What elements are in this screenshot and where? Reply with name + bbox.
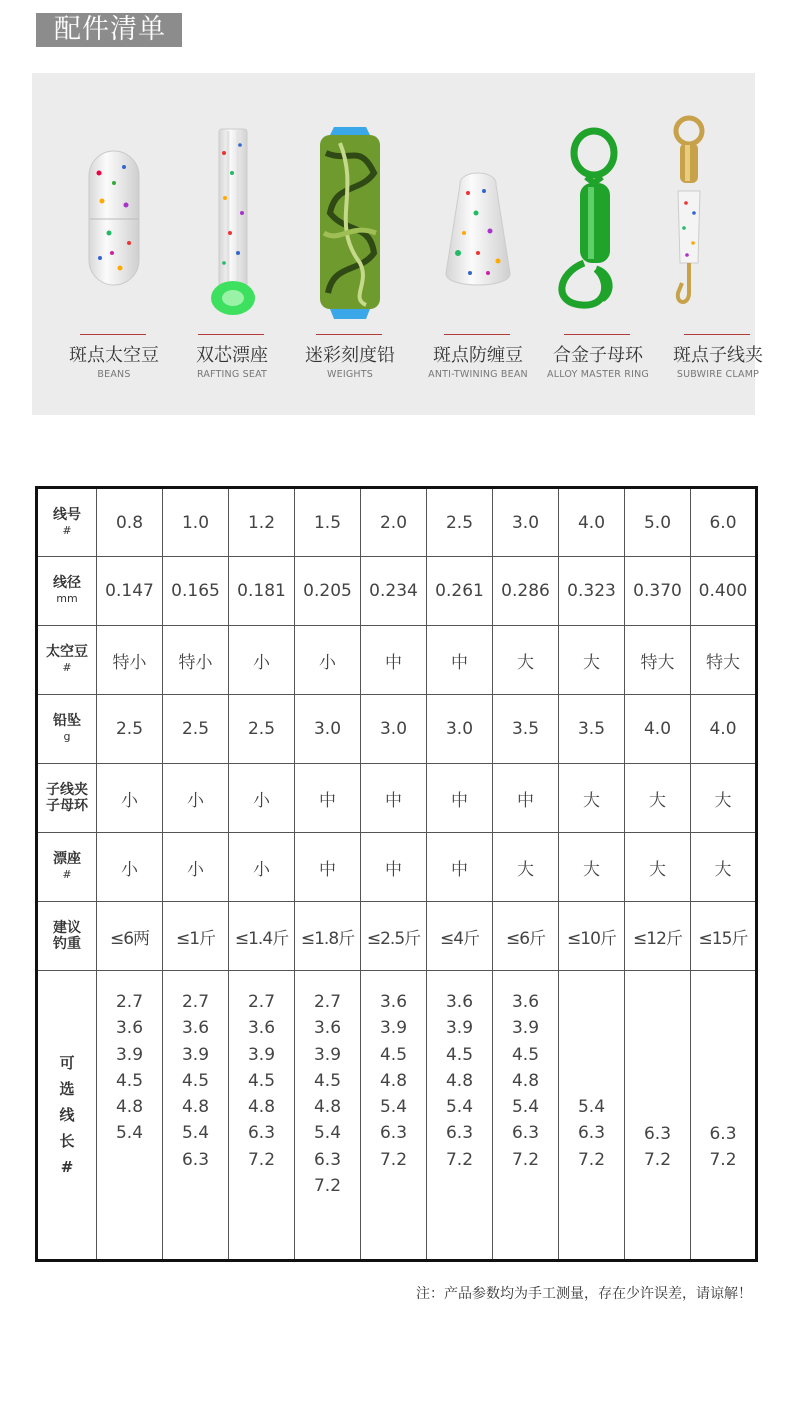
row-header-label: 钓重: [53, 936, 81, 952]
length-value: 7.2: [247, 1149, 276, 1170]
length-value: 2.7: [181, 992, 210, 1012]
length-value: 5.4: [445, 1097, 474, 1118]
length-cell: [361, 971, 427, 1261]
table-cell: 中: [361, 764, 427, 833]
length-value: 2.7: [313, 992, 342, 1012]
table-row: [37, 833, 757, 902]
row-header-label: 漂座: [53, 851, 81, 867]
length-value: 5.4: [379, 1097, 408, 1118]
row-header-unit: #: [62, 523, 72, 537]
length-value: 4.5: [445, 1044, 474, 1065]
accent-line: [198, 334, 264, 335]
table-cell: 大: [559, 833, 625, 902]
table-cell: 中: [295, 833, 361, 902]
row-header-unit: mm: [56, 592, 78, 605]
row-header: [37, 902, 97, 971]
accent-line: [684, 334, 750, 335]
length-value: 6.3: [379, 1123, 408, 1144]
table-cell: ≤6两: [97, 902, 163, 971]
product-name: 斑点防缠豆: [433, 345, 523, 366]
length-value: 4.5: [511, 1044, 540, 1065]
length-value: 6.3: [445, 1123, 474, 1144]
table-cell: 小: [163, 764, 229, 833]
row-header-char: 长: [59, 1132, 75, 1150]
product-rafting-seat: [172, 73, 292, 415]
length-cell: [493, 971, 559, 1261]
table-cell: 中: [427, 764, 493, 833]
table-cell: 小: [97, 764, 163, 833]
length-value: 3.9: [181, 1044, 210, 1065]
length-cell: [691, 971, 757, 1261]
table-cell: 中: [361, 626, 427, 695]
table-cell: 6.0: [691, 488, 757, 557]
length-value: 3.6: [511, 992, 540, 1012]
table-cell: ≤15斤: [691, 902, 757, 971]
table-cell: 小: [97, 833, 163, 902]
accent-line: [444, 334, 510, 335]
row-header-unit: g: [63, 730, 71, 743]
length-cell: [625, 971, 691, 1261]
product-weights: [290, 73, 410, 415]
table-cell: 大: [493, 833, 559, 902]
length-value: 3.9: [511, 1018, 540, 1039]
length-value: 6.3: [313, 1149, 342, 1170]
table-row: [37, 488, 757, 557]
row-header: [37, 488, 97, 557]
length-value: 3.9: [379, 1018, 408, 1039]
length-value: 3.6: [313, 1018, 342, 1039]
table-cell: 特大: [691, 626, 757, 695]
table-row: [37, 902, 757, 971]
table-cell: 0.165: [163, 557, 229, 626]
table-cell: 中: [295, 764, 361, 833]
product-name-en: BEANS: [97, 369, 131, 380]
length-value: 7.2: [577, 1149, 606, 1170]
table-cell: 大: [559, 626, 625, 695]
length-value: 7.2: [511, 1149, 540, 1170]
row-header-label: 建议: [53, 920, 81, 936]
length-value: 6.3: [577, 1123, 606, 1144]
table-cell: 小: [163, 833, 229, 902]
table-cell: 大: [691, 764, 757, 833]
table-cell: ≤2.5斤: [361, 902, 427, 971]
length-value: 4.8: [379, 1070, 408, 1091]
length-cell: [295, 971, 361, 1261]
table-cell: 0.181: [229, 557, 295, 626]
table-cell: 0.261: [427, 557, 493, 626]
spec-table: [35, 486, 758, 1262]
length-value: 3.6: [115, 1018, 144, 1039]
weights-icon: [290, 113, 410, 343]
row-header: [37, 971, 97, 1261]
accent-line: [80, 334, 146, 335]
length-cell: [559, 971, 625, 1261]
row-header-unit: #: [62, 868, 72, 881]
row-header-label: 线径: [53, 575, 81, 591]
length-value: 4.8: [313, 1097, 342, 1118]
table-cell: 2.5: [229, 695, 295, 764]
table-cell: 0.8: [97, 488, 163, 557]
table-row: [37, 557, 757, 626]
table-cell: ≤1.8斤: [295, 902, 361, 971]
row-header-unit: #: [62, 661, 72, 674]
product-panel: [32, 73, 763, 415]
table-cell: 大: [691, 833, 757, 902]
length-value: 4.5: [181, 1070, 210, 1091]
product-name: 迷彩刻度铅: [305, 345, 395, 366]
table-cell: 0.234: [361, 557, 427, 626]
length-value: 5.4: [181, 1123, 210, 1144]
table-cell: 2.0: [361, 488, 427, 557]
length-value: 5.4: [313, 1123, 342, 1144]
row-header: [37, 695, 97, 764]
product-name: 双芯漂座: [196, 345, 268, 366]
length-value: 4.8: [181, 1097, 210, 1118]
product-name: 斑点子线夹: [673, 345, 763, 366]
length-value: 3.9: [247, 1044, 276, 1065]
length-value: 7.2: [379, 1149, 408, 1170]
row-header-label: 线号: [53, 506, 81, 523]
length-value: 3.9: [445, 1018, 474, 1039]
table-cell: 0.400: [691, 557, 757, 626]
row-header: [37, 626, 97, 695]
product-beans: [54, 73, 174, 415]
length-value: 6.3: [247, 1123, 276, 1144]
row-header-char: 可: [59, 1054, 75, 1072]
table-cell: ≤4斤: [427, 902, 493, 971]
length-value: 2.7: [247, 992, 276, 1012]
table-cell: 小: [295, 626, 361, 695]
anti-twining-bean-icon: [418, 113, 538, 343]
row-header: [37, 764, 97, 833]
length-cell: [163, 971, 229, 1261]
product-name-en: RAFTING SEAT: [196, 369, 268, 380]
length-value: 4.5: [115, 1070, 144, 1091]
length-value: 4.8: [511, 1070, 540, 1091]
row-header-label: 子线夹: [46, 782, 88, 798]
length-value: 4.8: [247, 1097, 276, 1118]
footnote: 注：产品参数均为手工测量，存在少许误差，请谅解！: [416, 1286, 752, 1302]
table-cell: 2.5: [97, 695, 163, 764]
table-cell: 0.147: [97, 557, 163, 626]
length-value: 4.8: [115, 1097, 144, 1118]
table-cell: 0.205: [295, 557, 361, 626]
table-cell: 中: [427, 833, 493, 902]
table-cell: 4.0: [625, 695, 691, 764]
rafting-seat-icon: [172, 113, 292, 343]
length-cell: [229, 971, 295, 1261]
length-value: 5.4: [511, 1097, 540, 1118]
length-value: 3.6: [181, 1018, 210, 1039]
table-cell: 0.286: [493, 557, 559, 626]
row-header: [37, 557, 97, 626]
table-row: [37, 764, 757, 833]
table-cell: 3.0: [427, 695, 493, 764]
table-cell: 大: [559, 764, 625, 833]
length-value: 6.3: [181, 1149, 210, 1170]
table-cell: ≤10斤: [559, 902, 625, 971]
length-value: 4.5: [379, 1044, 408, 1065]
length-value: 5.4: [115, 1123, 144, 1144]
table-row: [37, 626, 757, 695]
row-header-char: 线: [59, 1106, 75, 1124]
table-cell: 中: [361, 833, 427, 902]
table-cell: 小: [229, 764, 295, 833]
product-name-en: SUBWIRE CLAMP: [676, 369, 760, 380]
table-cell: 中: [427, 626, 493, 695]
table-cell: 2.5: [427, 488, 493, 557]
table-cell: 3.0: [361, 695, 427, 764]
table-cell: 5.0: [625, 488, 691, 557]
table-row-lengths: [37, 971, 757, 1261]
length-value: 7.2: [445, 1149, 474, 1170]
table-cell: ≤12斤: [625, 902, 691, 971]
table-cell: 2.5: [163, 695, 229, 764]
length-value: 4.8: [445, 1070, 474, 1091]
row-header-label: 铅坠: [53, 713, 81, 729]
length-value: 3.9: [313, 1044, 342, 1065]
subwire-clamp-icon: [658, 113, 778, 343]
product-name-en: WEIGHTS: [327, 369, 373, 380]
length-value: 3.6: [247, 1018, 276, 1039]
table-cell: 大: [625, 833, 691, 902]
length-value: 7.2: [313, 1176, 342, 1197]
page-title: 配件清单: [36, 13, 182, 47]
length-value: 3.6: [445, 992, 474, 1012]
table-cell: 3.0: [295, 695, 361, 764]
table-cell: 4.0: [691, 695, 757, 764]
length-value: 3.9: [115, 1044, 144, 1065]
length-value: 6.3: [643, 1123, 672, 1144]
product-name-en: ANTI-TWINING BEAN: [428, 369, 528, 380]
table-cell: 1.5: [295, 488, 361, 557]
table-row: [37, 695, 757, 764]
table-cell: 0.370: [625, 557, 691, 626]
master-ring-icon: [538, 113, 658, 343]
accent-line: [316, 334, 382, 335]
table-cell: 小: [229, 626, 295, 695]
accent-line: [564, 334, 630, 335]
length-value: 6.3: [709, 1123, 737, 1144]
table-cell: 3.5: [493, 695, 559, 764]
table-cell: 1.2: [229, 488, 295, 557]
row-header: [37, 833, 97, 902]
row-header-label: 太空豆: [46, 644, 88, 660]
table-cell: 1.0: [163, 488, 229, 557]
length-cell: [427, 971, 493, 1261]
table-cell: ≤6斤: [493, 902, 559, 971]
length-value: 6.3: [511, 1123, 540, 1144]
product-alloy-master-ring: [538, 73, 658, 415]
table-cell: 小: [229, 833, 295, 902]
product-subwire-clamp: [658, 73, 778, 415]
length-value: 3.6: [379, 992, 408, 1012]
table-cell: 中: [493, 764, 559, 833]
row-header-char: 选: [59, 1080, 75, 1098]
table-cell: 特小: [97, 626, 163, 695]
length-value: 7.2: [709, 1149, 737, 1170]
table-cell: 特小: [163, 626, 229, 695]
product-name: 斑点太空豆: [69, 345, 159, 366]
table-cell: 大: [625, 764, 691, 833]
row-header-label: 子母环: [46, 798, 88, 814]
product-name-en: ALLOY MASTER RING: [547, 369, 649, 380]
table-cell: 特大: [625, 626, 691, 695]
product-anti-twining-bean: [418, 73, 538, 415]
table-cell: 3.0: [493, 488, 559, 557]
table-cell: 4.0: [559, 488, 625, 557]
table-cell: 3.5: [559, 695, 625, 764]
product-name: 合金子母环: [553, 345, 643, 366]
length-value: 5.4: [577, 1097, 606, 1118]
length-value: 4.5: [313, 1070, 342, 1091]
table-cell: ≤1.4斤: [229, 902, 295, 971]
table-cell: 0.323: [559, 557, 625, 626]
table-cell: ≤1斤: [163, 902, 229, 971]
length-cell: [97, 971, 163, 1261]
length-value: 7.2: [643, 1149, 672, 1170]
beans-icon: [54, 113, 174, 343]
length-value: 4.5: [247, 1070, 276, 1091]
row-header-char: #: [60, 1158, 74, 1176]
table-cell: 大: [493, 626, 559, 695]
length-value: 2.7: [115, 992, 144, 1012]
